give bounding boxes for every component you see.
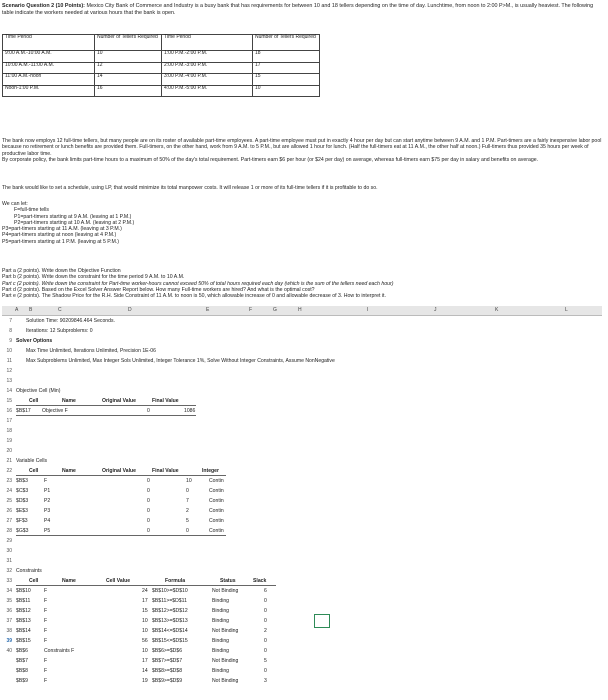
table-cell: 14 <box>95 74 162 86</box>
row-number[interactable]: 30 <box>6 548 12 554</box>
row-number[interactable]: 22 <box>6 468 12 474</box>
constraint-cell: F <box>44 678 48 684</box>
column-header[interactable]: L <box>565 307 568 313</box>
table-row <box>3 74 320 86</box>
row-number[interactable]: 36 <box>6 608 12 614</box>
constraint-cell: Binding <box>212 648 229 654</box>
variable-cell: Contin <box>209 478 224 484</box>
con-col-header: Formula <box>165 578 186 584</box>
constraint-cell: $B$6>=$D$6 <box>152 648 183 654</box>
constraint-cell: $B$13 <box>16 618 31 624</box>
constraint-cell: $B$8 <box>16 668 28 674</box>
constraint-cell: Not Binding <box>212 658 239 664</box>
table-cell: Noon-1:00 P.M. <box>3 85 95 97</box>
column-header[interactable]: C <box>58 307 62 313</box>
column-header[interactable]: G <box>273 307 277 313</box>
constraint-cell: Not Binding <box>212 588 239 594</box>
table-cell: 9:00 A.M.-10:00 A.M. <box>3 51 95 63</box>
constraint-cell: F <box>44 618 48 624</box>
variable-cell: Contin <box>209 508 224 514</box>
table-cell: 10 <box>253 85 320 97</box>
constraint-cell: 17 <box>142 598 148 604</box>
constraint-cell: 0 <box>264 608 267 614</box>
constraint-cell: $B$9 <box>16 678 28 684</box>
row-number[interactable]: 33 <box>6 578 12 584</box>
obj-name: Objective F <box>42 408 68 414</box>
variable-line: P2=part-timers starting at 10 A.M. (leaving at 2 P.M.) <box>14 219 135 226</box>
row-number[interactable]: 39 <box>6 638 12 644</box>
variable-cell: Contin <box>209 518 224 524</box>
constraint-cell: $B$11>=$D$11 <box>152 598 187 604</box>
question-intro <box>2 3 606 16</box>
column-header[interactable]: H <box>298 307 302 313</box>
variable-cell: 10 <box>186 478 192 484</box>
column-header[interactable]: J <box>434 307 437 313</box>
variable-cell: P1 <box>44 488 51 494</box>
row-number[interactable]: 23 <box>6 478 12 484</box>
variable-cell: $G$3 <box>16 528 29 534</box>
iterations: Iterations: 12 Subproblems: 0 <box>26 328 93 334</box>
row-number[interactable]: 25 <box>6 498 12 504</box>
constraint-cell: $B$14 <box>16 628 31 634</box>
constraint-cell: $B$12 <box>16 608 31 614</box>
constraint-cell: Binding <box>212 668 229 674</box>
constraint-cell: Constraints F <box>44 648 75 654</box>
table-cell: 15 <box>253 74 320 86</box>
constraint-cell: $B$14<=$D$14 <box>152 628 188 634</box>
row-number[interactable]: 7 <box>9 318 12 324</box>
row-number[interactable]: 11 <box>6 358 12 364</box>
con-col-header: Status <box>220 578 236 584</box>
row-number[interactable]: 14 <box>6 388 12 394</box>
variable-cell: 5 <box>186 518 189 524</box>
solution-time: Solution Time: 90209846.464 Seconds. <box>26 318 115 324</box>
table-cell: 11:00 A.M.-noon <box>3 74 95 86</box>
table-header-row <box>3 35 320 51</box>
variable-cell: 0 <box>186 488 189 494</box>
staffing-paragraph <box>2 138 606 163</box>
obj-col-header: Cell <box>29 398 39 404</box>
row-number[interactable]: 37 <box>6 618 12 624</box>
row-number[interactable]: 10 <box>6 348 12 354</box>
table-cell: 17 <box>253 62 320 74</box>
constraint-cell: F <box>44 598 48 604</box>
variable-line: P1=part-timers starting at 9 A.M. (leaving at 1 P.M.) <box>14 213 132 220</box>
table-cell: 3:00 P.M.-4:00 P.M. <box>162 74 253 86</box>
constraint-cell: 24 <box>142 588 148 594</box>
var-col-header: Original Value <box>102 468 136 474</box>
row-number[interactable]: 27 <box>6 518 12 524</box>
obj-original: 0 <box>147 408 150 414</box>
con-col-header: Slack <box>253 578 267 584</box>
table-cell: 2:00 P.M.-3:00 P.M. <box>162 62 253 74</box>
variable-cell: P5 <box>44 528 51 534</box>
constraint-cell: 2 <box>264 628 267 634</box>
constraint-cell: $B$12>=$D$12 <box>152 608 188 614</box>
row-number[interactable]: 40 <box>6 648 12 654</box>
constraint-cell: 0 <box>264 638 267 644</box>
table-header: Time Period <box>3 35 95 51</box>
part-c: Part c (2 points). Write down the constraint for Part-time worker-hours cannot exceed 50% of total hours required each day (which is the sum of the tellers need each hour) <box>2 280 394 287</box>
table-cell: 18 <box>253 51 320 63</box>
con-col-header: Cell <box>29 578 39 584</box>
table-row <box>3 51 320 63</box>
variable-cell: 0 <box>147 478 150 484</box>
variable-cell: $F$3 <box>16 518 28 524</box>
solver-options-line: Max Subproblems Unlimited, Max Integer Sols Unlimited, Integer Tolerance 1%, Solve Without Integer Constraints, Assume NonNegative <box>26 358 335 364</box>
var-col-header: Name <box>62 468 76 474</box>
column-header[interactable]: F <box>249 307 253 313</box>
row-number[interactable]: 9 <box>9 338 12 344</box>
constraint-cell: 3 <box>264 678 267 684</box>
variable-cell: Contin <box>209 498 224 504</box>
variable-line: F=full-time tells <box>14 207 50 214</box>
row-number[interactable]: 35 <box>6 598 12 604</box>
row-number[interactable]: 21 <box>6 458 12 464</box>
part-b: Part b (2 points). Write down the constraint for the time period 9 A.M. to 10 A.M. <box>2 274 185 281</box>
constraint-cell: Binding <box>212 638 229 644</box>
constraint-cell: 0 <box>264 668 267 674</box>
constraint-cell: 10 <box>142 618 148 624</box>
column-header[interactable]: I <box>367 307 369 313</box>
variable-cell: $B$3 <box>16 478 28 484</box>
row-underline <box>16 535 226 536</box>
row-number[interactable]: 15 <box>6 398 12 404</box>
con-col-header: Cell Value <box>106 578 131 584</box>
question-intro-text: Mexico City Bank of Commerce and Industry is a busy bank that has requirements for between 10 and 18 tellers depending on the time of day. Lunchtime, from noon to 2:00 P>M., is usually heaviest. The following table indicate the workers needed at various hours that the bank is open. <box>2 3 594 16</box>
obj-final: 1086 <box>184 408 196 414</box>
con-col-header: Name <box>62 578 76 584</box>
column-header-bar <box>2 306 602 316</box>
constraint-cell: F <box>44 638 48 644</box>
table-row <box>3 62 320 74</box>
column-header[interactable]: A <box>15 307 19 313</box>
constraint-cell: 0 <box>264 618 267 624</box>
variable-cell: 0 <box>147 518 150 524</box>
constraint-cell: $B$11 <box>16 598 31 604</box>
table-header: Number of Tellers Required <box>253 35 320 51</box>
column-header[interactable]: E <box>206 307 210 313</box>
obj-col-header: Name <box>62 398 76 404</box>
variable-cell: P4 <box>44 518 51 524</box>
variable-cell: 0 <box>147 508 150 514</box>
constraint-cell: $B$7>=$D$7 <box>152 658 183 664</box>
constraint-cell: Binding <box>212 618 229 624</box>
constraint-cell: Binding <box>212 608 229 614</box>
table-cell: 16 <box>95 85 162 97</box>
obj-cell: $B$17 <box>16 408 31 414</box>
variable-cell: 0 <box>147 498 150 504</box>
constraints-heading: Constraints <box>16 568 42 574</box>
teller-requirements-table <box>2 34 320 97</box>
constraint-cell: F <box>44 668 48 674</box>
table-header: Time Period <box>162 35 253 51</box>
row-number[interactable]: 8 <box>9 328 12 334</box>
constraint-cell: $B$8>=$D$8 <box>152 668 183 674</box>
constraint-cell: 14 <box>142 668 148 674</box>
constraint-cell: 0 <box>264 648 267 654</box>
table-cell: 10:00 A.M.-11:00 A.M. <box>3 62 95 74</box>
var-col-header: Cell <box>29 468 39 474</box>
question-heading: Scenario Question 2 (10 Points): <box>2 3 85 9</box>
part-a: Part a (2 points). Write down the Objective Function <box>2 268 121 274</box>
solver-options-line: Max Time Unlimited, Iterations Unlimited, Precision 1E-06 <box>26 348 156 354</box>
objective-heading: Objective Cell (Min) <box>16 388 61 394</box>
variable-cell: $E$3 <box>16 508 28 514</box>
variable-cell: $D$3 <box>16 498 29 504</box>
question-parts <box>2 268 606 299</box>
row-underline <box>16 415 196 416</box>
goal-paragraph: The bank would like to set a schedule, using LP, that would minimize its total manpower costs. It will release 1 or more of its full-time tellers if it is profitable to do so. <box>2 185 378 191</box>
constraint-cell: $B$7 <box>16 658 28 664</box>
constraint-cell: 17 <box>142 658 148 664</box>
row-number[interactable]: 38 <box>6 628 12 634</box>
variable-cell: 7 <box>186 498 189 504</box>
variable-cell: F <box>44 478 48 484</box>
row-number[interactable]: 19 <box>6 438 12 444</box>
constraint-cell: 5 <box>264 658 267 664</box>
row-number[interactable]: 12 <box>6 368 12 374</box>
variable-line: P3=part-timers starting at 11 A.M. (leaving at 3 P.M.) <box>2 226 122 233</box>
row-number[interactable]: 32 <box>6 568 12 574</box>
table-cell: 12 <box>95 62 162 74</box>
variable-cell: Contin <box>209 528 224 534</box>
variable-cell: 0 <box>186 528 189 534</box>
column-header[interactable]: D <box>128 307 132 313</box>
constraint-cell: Not Binding <box>212 678 239 684</box>
constraint-cell: $B$9>=$D$9 <box>152 678 183 684</box>
row-number[interactable]: 29 <box>6 538 12 544</box>
constraint-cell: $B$15<=$D$15 <box>152 638 188 644</box>
constraint-cell: 6 <box>264 588 267 594</box>
constraint-cell: 10 <box>142 648 148 654</box>
variable-heading: Variable Cells <box>16 458 48 464</box>
variable-cell: P2 <box>44 498 51 504</box>
row-number[interactable]: 34 <box>6 588 12 594</box>
constraint-cell: F <box>44 628 48 634</box>
constraint-cell: Binding <box>212 598 229 604</box>
constraint-cell: 15 <box>142 608 148 614</box>
constraint-cell: 0 <box>264 598 267 604</box>
row-number[interactable]: 20 <box>6 448 12 454</box>
variable-cell: 2 <box>186 508 189 514</box>
constraint-cell: 56 <box>142 638 148 644</box>
policy-text: By corporate policy, the bank limits part-time hours to a maximum of 50% of the day's total requirement. Part-timers earn $6 per hour (or $24 per day) on average, whereas full-timers earn $75 per day in salary and benefits on average. <box>2 156 539 163</box>
part-d: Part d (2 points). Based on the Excel Solver Answer Report below. How many Full-time workers are hired? And what is the optimal cost? <box>2 286 315 293</box>
variable-cell: Contin <box>209 488 224 494</box>
constraint-cell: F <box>44 658 48 664</box>
constraint-cell: Not Binding <box>212 628 239 634</box>
row-number[interactable]: 31 <box>6 558 12 564</box>
staffing-text: The bank now employs 12 full-time tellers, but many people are on its roster of available part-time employees. A part-time employee must put in exactly 4 hour per day but can start anytime between 9 A.M. and 1 P.M. Part-timers are a fairly inexpensive labor pool because no retirement or lunch benefits are provided them. Full-timers, on the other hand, work from 9 A.M. to 5 P.M., but are allowed 1 hour for lunch. (Half the full-timers eat at 11 A.M., the other half at noon.) Full-timers thus provided 35 hours per week of productive labor time. <box>2 138 602 157</box>
row-number[interactable]: 24 <box>6 488 12 494</box>
part-e: Part e (2 points). The Shadow Price for the R.H. Side Constraint of 11 A.M. to noon is 50, which allowable increase of 0 and allowable decrease of 3. How to interpret it. <box>2 293 386 300</box>
header-underline <box>16 585 276 586</box>
solver-answer-report <box>2 306 606 700</box>
row-number[interactable]: 26 <box>6 508 12 514</box>
var-col-header: Integer <box>202 468 219 474</box>
selected-cell-box[interactable] <box>314 614 330 628</box>
variable-intro: We can let: <box>2 201 28 207</box>
var-col-header: Final Value <box>152 468 179 474</box>
constraint-cell: 19 <box>142 678 148 684</box>
table-row <box>3 85 320 97</box>
row-number[interactable]: 18 <box>6 428 12 434</box>
solver-options-heading: Solver Options <box>16 338 53 344</box>
row-number[interactable]: 13 <box>6 378 12 384</box>
variable-cell: 0 <box>147 528 150 534</box>
column-header[interactable]: B <box>29 307 33 313</box>
table-cell: 10 <box>95 51 162 63</box>
table-header: Number of Tellers Required <box>95 35 162 51</box>
constraint-cell: $B$10 <box>16 588 31 594</box>
table-cell: 4:00 P.M.-5:00 P.M. <box>162 85 253 97</box>
variable-cell: 0 <box>147 488 150 494</box>
variable-line: P4=part-timers starting at noon (leaving at 4 P.M.) <box>2 232 117 239</box>
constraint-cell: F <box>44 608 48 614</box>
constraint-cell: $B$6 <box>16 648 28 654</box>
constraint-cell: F <box>44 588 48 594</box>
header-underline <box>16 475 226 476</box>
obj-col-header: Original Value <box>102 398 136 404</box>
column-header[interactable]: K <box>495 307 499 313</box>
constraint-cell: 10 <box>142 628 148 634</box>
row-number[interactable]: 28 <box>6 528 12 534</box>
variable-cell: $C$3 <box>16 488 29 494</box>
constraint-cell: $B$15 <box>16 638 31 644</box>
variable-definitions <box>2 201 606 245</box>
table-cell: 1:00 P.M.-2:00 P.M. <box>162 51 253 63</box>
constraint-cell: $B$10>=$D$10 <box>152 588 188 594</box>
obj-col-header: Final Value <box>152 398 179 404</box>
variable-cell: P3 <box>44 508 51 514</box>
variable-line: P5=part-timers starting at 1 P.M. (leaving at 5 P.M.) <box>2 238 120 245</box>
row-number[interactable]: 17 <box>6 418 12 424</box>
header-underline <box>16 405 196 406</box>
constraint-cell: $B$13>=$D$13 <box>152 618 188 624</box>
row-number[interactable]: 16 <box>6 408 12 414</box>
